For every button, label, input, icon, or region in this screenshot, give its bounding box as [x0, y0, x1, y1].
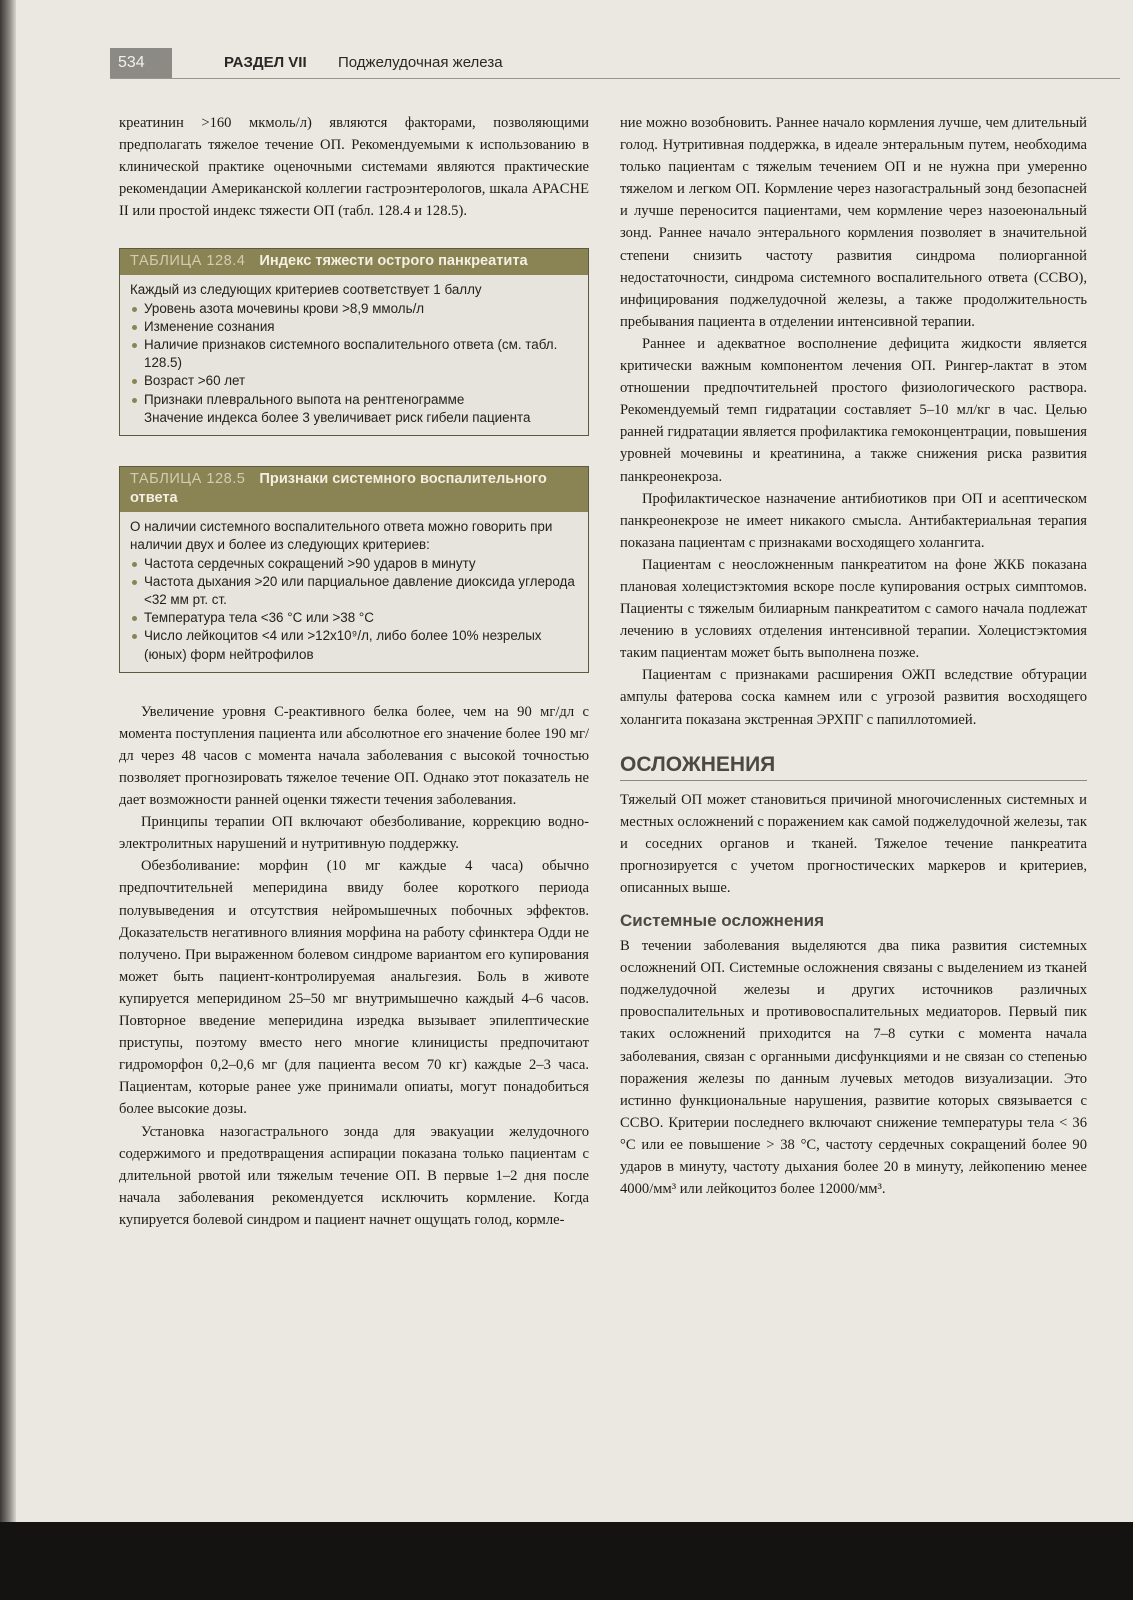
- paragraph: Пациентам с признаками расширения ОЖП вследствие обтурации ампулы фатерова соска камнем или с угрозой развития восходящего холангита показана экстренная ЭРХПГ с папиллотомией.: [620, 667, 1087, 728]
- heading-complications: ОСЛОЖНЕНИЯ: [620, 753, 1087, 781]
- criteria-list: [130, 300, 578, 409]
- right-column: [620, 112, 1087, 1200]
- paragraph: Обезболивание: морфин (10 мг каждые 4 часа) обычно предпочтительней меперидина ввиду более короткого периода полувыведения и отсутствия нейромышечных побочных эффектов. Доказательств негативного влияния морфина на работу сфинктера Одди не получено. При выраженном болевом синдроме вариантом его купирования может быть пациент-контролируемая анальгезия. Боль в животе купируется меперидином 25–50 мг внутримышечно каждый 4–6 часов. Повторное введение меперидина изредка вызывает эпилептические приступы, поэтому вместо него многие клиницисты предпочитают гидроморфон 0,2–0,6 мг (для пациента весом 70 кг) каждые 2–3 часа. Пациентам, которые ранее уже принимали опиаты, могут понадобиться более высокие дозы.: [119, 858, 589, 1118]
- paragraph: Тяжелый ОП может становиться причиной многочисленных системных и местных осложнений с поражением как самой поджелудочной железы, так и соседних органов и тканей. Тяжелое течение панкреатита прогнозируется с учетом прогностических маркеров и критериев, описанных выше.: [620, 791, 1087, 896]
- paragraph: Установка назогастрального зонда для эвакуации желудочного содержимого и предотвращения аспирации показана только пациентам с длительной рвотой или тяжелым течение ОП. В первые 1–2 дня после начала заболевания рекомендуется исключить кормление. Когда купируется болевой синдром и пациент начнет ощущать голод, кормле-: [119, 1123, 589, 1228]
- table-intro: Каждый из следующих критериев соответствует 1 баллу: [130, 282, 482, 298]
- criteria-list: [130, 555, 578, 664]
- page-number: 534: [110, 48, 172, 78]
- list-item: Число лейкоцитов <4 или >12x10⁹/л, либо более 10% незрелых (юных) форм нейтрофилов: [130, 627, 578, 663]
- table-header: [120, 467, 588, 512]
- table-128-5: [119, 466, 589, 673]
- list-item: Уровень азота мочевины крови >8,9 ммоль/л: [130, 300, 578, 318]
- table-intro: О наличии системного воспалительного ответа можно говорить при наличии двух и более из следующих критериев:: [130, 519, 553, 553]
- table-body: [120, 275, 588, 435]
- table-number: ТАБЛИЦА 128.5: [130, 471, 246, 488]
- section-title: Поджелудочная железа: [338, 54, 503, 71]
- paragraph: Увеличение уровня С-реактивного белка более, чем на 90 мг/дл с момента поступления пациента или абсолютное его значение более 190 мг/дл через 48 часов с момента начала заболевания с высокой точностью позволяет прогнозировать тяжелое течение ОП. Однако этот показатель не дает возможности ранней оценки тяжести течения заболевания.: [119, 703, 589, 809]
- list-item: Температура тела <36 °С или >38 °С: [130, 609, 578, 627]
- paragraph: Принципы терапии ОП включают обезболивание, коррекцию водно-электролитных нарушений и нутритивную поддержку.: [119, 814, 589, 853]
- list-item: Частота дыхания >20 или парциальное давление диоксида углерода <32 мм рт. ст.: [130, 573, 578, 609]
- left-column: [119, 112, 589, 1231]
- paragraph: Раннее и адекватное восполнение дефицита жидкости является критически важным компонентом лечения ОП. Рингер-лактат в этом отношении предпочтительней простого физиологического раствора. Рекомендуемый темп гидратации составляет 5–10 мл/кг в час. Целью ранней гидратации является профилактика гемоконцентрации, повышения уровней мочевины и креатинина, а также снижения риска развития панкреонекроза.: [620, 335, 1087, 485]
- list-item: Изменение сознания: [130, 318, 578, 336]
- table-footer: Значение индекса более 3 увеличивает риск гибели пациента: [144, 409, 531, 425]
- list-item: Признаки плеврального выпота на рентгенограмме: [130, 391, 578, 409]
- table-title: Признаки системного воспалительного ответа: [130, 471, 547, 507]
- list-item: Наличие признаков системного воспалительного ответа (см. табл. 128.5): [130, 336, 578, 372]
- paragraph: креатинин >160 мкмоль/л) являются факторами, позволяющими предполагать тяжелое течение ОП. Рекомендуемыми к использованию в клинической практике оценочными системами являются практические рекомендации Американской коллегии гастроэнтерологов, шкала APACHE II или простой индекс тяжести ОП (табл. 128.4 и 128.5).: [119, 115, 589, 220]
- list-item: Частота сердечных сокращений >90 ударов в минуту: [130, 555, 578, 573]
- section-label: РАЗДЕЛ VII: [224, 54, 307, 71]
- heading-systemic-complications: Системные осложнения: [620, 911, 825, 931]
- book-spine-shadow: [0, 0, 16, 1522]
- paragraph: Пациентам с неосложненным панкреатитом на фоне ЖКБ показана плановая холецистэктомия вскоре после купирования острых симптомов. Пациенты с тяжелым билиарным панкреатитом с самого начала подлежат лечению в условиях отделения интенсивной терапии. Холецистэктомия таким пациентам может быть выполнена позже.: [620, 556, 1087, 662]
- table-title: Индекс тяжести острого панкреатита: [259, 253, 528, 270]
- table-header: [120, 249, 588, 275]
- list-item: Возраст >60 лет: [130, 372, 578, 390]
- paragraph: ние можно возобновить. Раннее начало кормления лучше, чем длительный голод. Нутритивная поддержка, в идеале энтеральным путем, необходима только пациентам с тяжелым течением ОП и не нужна при умеренно тяжелом и легком ОП. Кормление через назогастральный зонд безопасней и лучше переносится пациентами, чем кормление через назоеюнальный зонд. Раннее начало энтерального кормления позволяет в значительной степени снизить частоту развития синдрома полиорганной недостаточности, синдрома системного воспалительного ответа (ССВО), инфицирования поджелудочной железы, а также продолжительность пребывания пациента в отделении интенсивной терапии.: [620, 115, 1087, 330]
- table-number: ТАБЛИЦА 128.4: [130, 253, 246, 270]
- paragraph: Профилактическое назначение антибиотиков при ОП и асептическом панкреонекрозе не имеет никакого смысла. Антибактериальная терапия показана пациентам с признаками восходящего холангита.: [620, 490, 1087, 551]
- table-body: [120, 512, 588, 672]
- paragraph: В течении заболевания выделяются два пика развития системных осложнений ОП. Системные осложнения связаны с выделением из тканей поджелудочной железы и других источников различных провоспалительных и противовоспалительных медиаторов. Первый пик таких осложнений приходится на 7–8 сутки с момента начала заболевания, связан с органными дисфункциями и не связан со степенью поражения железы по данным лучевых методов визуализации. Это истинно функциональные нарушения, развитие которых связывается с ССВО. Критерии последнего включают снижение температуры тела < 36 °С или ее повышение > 38 °С, частоту сердечных сокращений более 90 ударов в минуту, частоту дыхания более 20 в минуту, лейкопению менее 4000/мм³ или лейкоцитоз более 12000/мм³.: [620, 938, 1087, 1198]
- table-128-4: [119, 248, 589, 436]
